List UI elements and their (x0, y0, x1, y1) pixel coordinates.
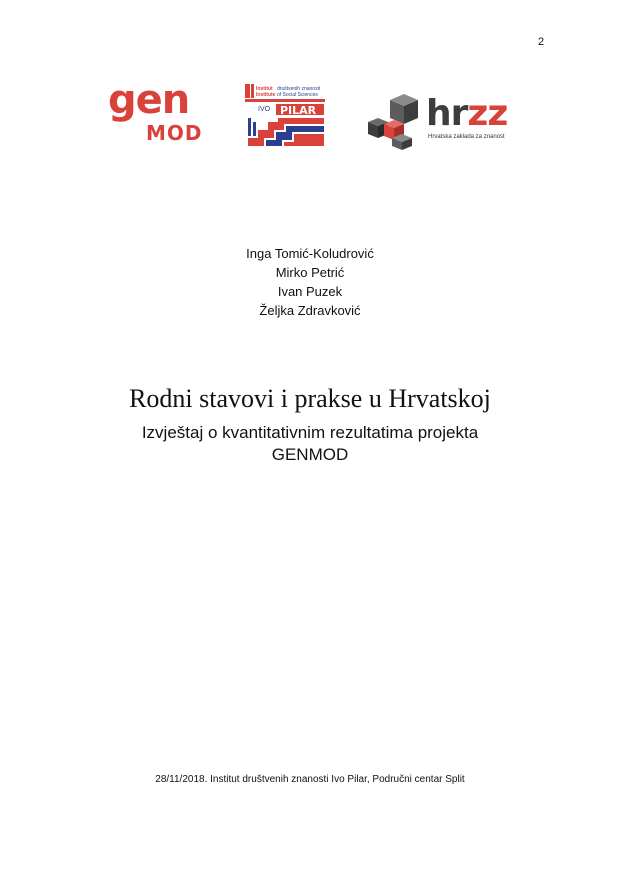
genmod-logo (108, 77, 203, 150)
svg-text:Institute: Institute (256, 92, 276, 98)
author-name: Ivan Puzek (277, 284, 343, 299)
ivo-pilar-logo-graphic (244, 84, 326, 150)
genmod-logo-mod: MOD (146, 121, 203, 145)
svg-text:PILAR: PILAR (280, 104, 317, 117)
hrzz-logo-subtitle: Hrvatska zaklada za znanost (428, 134, 505, 140)
svg-text:of Social Sciences: of Social Sciences (277, 92, 318, 98)
author-name: Željka Zdravković (259, 303, 361, 318)
document-subtitle (0, 422, 620, 466)
hrzz-logo-word (426, 93, 508, 134)
page-number: 2 (538, 36, 545, 48)
subtitle-line: Izvještaj o kvantitativnim rezultatima projekta (141, 423, 479, 442)
svg-text:Institut: Institut (256, 86, 273, 92)
genmod-logo-gen: gen (108, 77, 190, 123)
document-footer: 28/11/2018. Institut društvenih znanosti Ivo Pilar, Područni centar Split (155, 774, 465, 785)
ivo-pilar-logo (244, 84, 326, 150)
hrzz-logo (366, 94, 516, 150)
subtitle-line: GENMOD (271, 445, 349, 464)
author-list (0, 244, 620, 320)
hrzz-cubes-icon (366, 94, 426, 150)
document-title: Rodni stavovi i prakse u Hrvatskoj (129, 384, 491, 413)
hrzz-logo-zz: zz (467, 93, 508, 134)
author-name: Inga Tomić-Koludrović (246, 246, 374, 261)
hrzz-logo-hr: hr (426, 93, 468, 134)
author-name: Mirko Petrić (275, 265, 345, 280)
svg-text:IVO: IVO (258, 106, 271, 113)
svg-text:društvenih znanosti: društvenih znanosti (277, 86, 321, 92)
